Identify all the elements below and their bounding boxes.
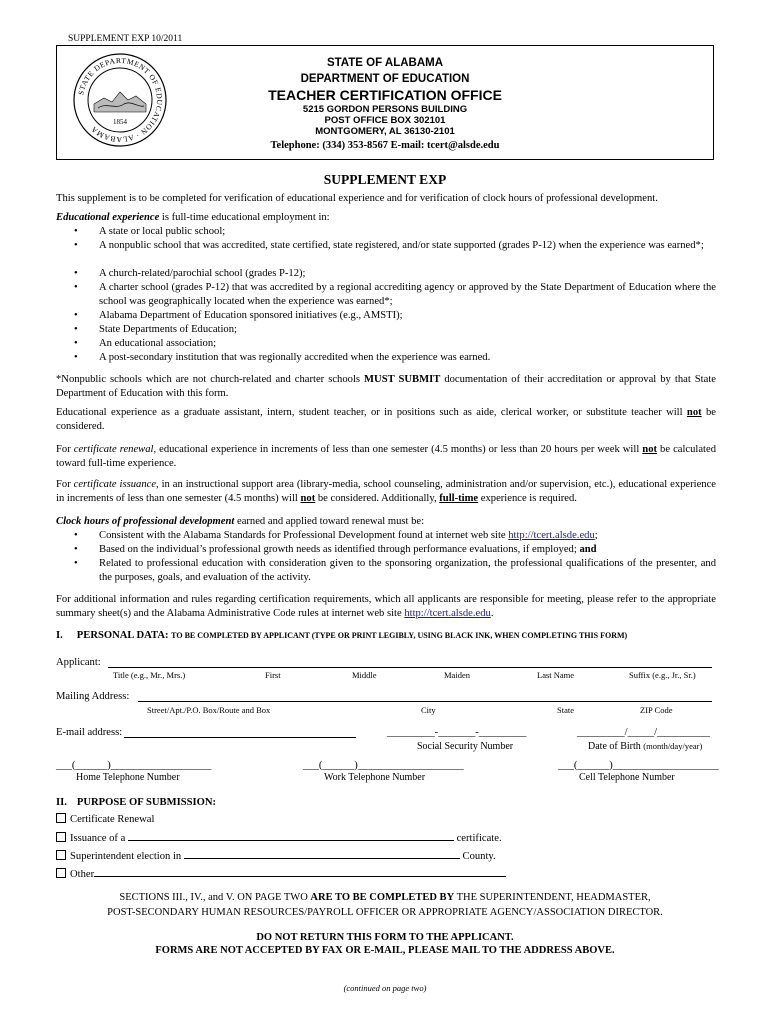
mailing-label: Mailing Address: (56, 691, 130, 702)
edexp-item: • A charter school (grades P-12) that was accredited by a regional accrediting agency or approved by the State Department of Education where the school was geographically located when the experience was earned*; (74, 282, 716, 307)
tcert-link[interactable]: http://tcert.alsde.edu (404, 608, 491, 619)
work-phone-field[interactable]: ___(______)____________________ (303, 760, 464, 771)
issuance-note: For certificate issuance, in an instructional support area (library-media, school counseling, administration and/or supervision, etc.), educational experience in increments of less than one semester (4.5 months) will not be considered. Additionally, full-time experience is required. (56, 479, 716, 504)
footer-mail-note: FORMS ARE NOT ACCEPTED BY FAX OR E-MAIL, PLEASE MAIL TO THE ADDRESS ABOVE. (155, 945, 615, 956)
footer-sections-note: SECTIONS III., IV., and V. ON PAGE TWO ARE TO BE COMPLETED BY THE SUPERINTENDENT, HEADMASTER, (119, 892, 651, 903)
work-phone-label: Work Telephone Number (324, 772, 426, 783)
purpose-other-option[interactable]: Other (56, 867, 576, 880)
additional-info: For additional information and rules regarding certification requirements, which all applicants are responsible for meeting, please refer to the appropriate summary sheet(s) and the Alabama Administrative Code rules at internet web site http://tcert.alsde.edu. (56, 594, 716, 619)
cell-phone-label: Cell Telephone Number (579, 772, 675, 783)
county-field[interactable] (184, 849, 460, 859)
form-id: SUPPLEMENT EXP 10/2011 (68, 34, 183, 44)
state-label: State (557, 705, 574, 715)
purpose-renewal-option[interactable]: Certificate Renewal (56, 813, 154, 825)
edexp-item: • State Departments of Education; (74, 324, 237, 335)
checkbox-icon[interactable] (56, 850, 66, 860)
applicant-middle-label: Middle (352, 670, 377, 680)
clock-hours-heading: Clock hours of professional development earned and applied toward renewal must be: (56, 516, 425, 527)
tcert-link[interactable]: http://tcert.alsde.edu (508, 530, 595, 541)
continued-note: (continued on page two) (343, 983, 427, 993)
section-1-heading: I. PERSONAL DATA: TO BE COMPLETED BY APPLICANT (TYPE OR PRINT LEGIBLY, USING BLACK INK, WHEN COMPLETING THIS FORM) (56, 630, 628, 641)
edexp-heading: Educational experience is full-time educational employment in: (56, 212, 330, 223)
applicant-first-label: First (265, 670, 281, 680)
section-2-heading: II. PURPOSE OF SUBMISSION: (56, 797, 217, 808)
edexp-item: • A church-related/parochial school (grades P-12); (74, 268, 306, 279)
clock-item: • Consistent with the Alabama Standards for Professional Development found at internet web site http://tcert.alsde.edu; (74, 530, 598, 541)
clock-item: • Based on the individual’s professional growth needs as identified through performance evaluations, if employed; and (74, 544, 597, 555)
header-contact: Telephone: (334) 353-8567 E-mail: tcert@alsde.edu (270, 140, 500, 151)
edexp-item: • An educational association; (74, 338, 217, 349)
home-phone-label: Home Telephone Number (76, 772, 180, 783)
other-field[interactable] (94, 867, 506, 877)
cell-phone-field[interactable]: ___(______)____________________ (558, 760, 719, 771)
form-title: SUPPLEMENT EXP (323, 172, 447, 187)
issuance-certificate-field[interactable] (128, 831, 454, 841)
footer-officer-note: POST-SECONDARY HUMAN RESOURCES/PAYROLL OFFICER OR APPROPRIATE AGENCY/ASSOCIATION DIRECTOR. (107, 907, 663, 918)
footer-do-not-return: DO NOT RETURN THIS FORM TO THE APPLICANT. (256, 932, 514, 943)
city-label: City (421, 705, 436, 715)
header-state: STATE OF ALABAMA (326, 57, 444, 69)
ssn-field[interactable]: _________-_______-_________ (387, 727, 527, 738)
ssn-label: Social Security Number (417, 741, 514, 752)
applicant-title-label: Title (e.g., Mr., Mrs.) (113, 670, 186, 680)
intro-text: This supplement is to be completed for verification of educational experience and for verification of clock hours of professional development. (56, 193, 658, 204)
applicant-label: Applicant: (56, 657, 101, 668)
checkbox-icon[interactable] (56, 832, 66, 842)
header-address-2: POST OFFICE BOX 302101 (324, 115, 446, 126)
svg-text:STATE DEPARTMENT OF EDUCATION: STATE DEPARTMENT OF EDUCATION · ALABAMA (76, 55, 165, 145)
graduate-note: Educational experience as a graduate assistant, intern, student teacher, or in positions such as aide, clerical worker, or substitute teacher will not be considered. (56, 407, 716, 432)
header-address-1: 5215 GORDON PERSONS BUILDING (302, 104, 468, 115)
header-office: TEACHER CERTIFICATION OFFICE (268, 87, 502, 103)
applicant-last-label: Last Name (537, 670, 575, 680)
clock-item: • Related to professional education with consideration given to the sponsoring organization, the professional qualifications of the presenter, and the purposes, goals, and evaluation of the activity. (74, 558, 716, 583)
svg-text:1854: 1854 (113, 118, 127, 126)
nonpublic-note: *Nonpublic schools which are not church-related and charter schools MUST SUBMIT documentation of their accreditation or approval by that State Department of Education with this form. (56, 374, 716, 399)
dob-field[interactable]: _________/_____/__________ (577, 727, 711, 738)
dob-label: Date of Birth (month/day/year) (588, 741, 703, 752)
purpose-superintendent-option[interactable]: Superintendent election in County. (56, 849, 576, 862)
zip-label: ZIP Code (640, 705, 673, 715)
email-label: E-mail address: (56, 727, 123, 738)
applicant-maiden-label: Maiden (444, 670, 470, 680)
street-label: Street/Apt./P.O. Box/Route and Box (147, 705, 271, 715)
purpose-issuance-option[interactable]: Issuance of a certificate. (56, 831, 576, 844)
applicant-suffix-label: Suffix (e.g., Jr., Sr.) (629, 670, 696, 680)
edexp-item: • A post-secondary institution that was regionally accredited when the experience was earned. (74, 352, 491, 363)
renewal-note: For certificate renewal, educational experience in increments of less than one semester (4.5 months) or less than 20 hours per week will not be calculated toward full-time experience. (56, 444, 716, 469)
mailing-address-field[interactable] (138, 701, 712, 702)
email-field[interactable] (124, 737, 356, 738)
edexp-item: • A nonpublic school that was accredited, state certified, state registered, and/or state supported (grades P-12) when the experience was earned*; (74, 240, 704, 251)
applicant-name-field[interactable] (108, 667, 712, 668)
checkbox-icon[interactable] (56, 813, 66, 823)
edexp-item: • A state or local public school; (74, 226, 226, 237)
edexp-item: • Alabama Department of Education sponsored initiatives (e.g., AMSTI); (74, 310, 403, 321)
checkbox-icon[interactable] (56, 868, 66, 878)
header-department: DEPARTMENT OF EDUCATION (300, 73, 470, 85)
home-phone-field[interactable]: ___(______)___________________ (56, 760, 212, 771)
header-address-3: MONTGOMERY, AL 36130-2101 (315, 126, 455, 137)
